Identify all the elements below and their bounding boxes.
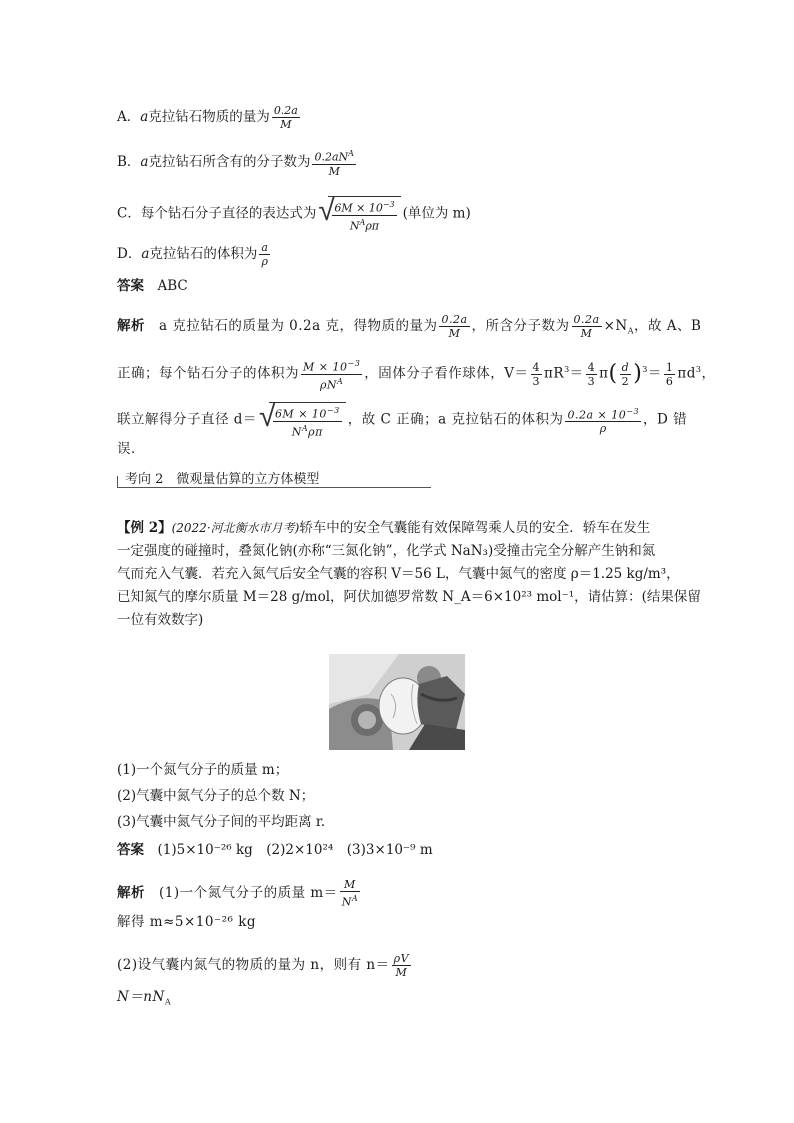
square-root bbox=[318, 193, 400, 233]
option-a: A．a克拉钻石物质的量为 $\frac{0.2a}{M}$ bbox=[117, 104, 298, 131]
airbag-drawing bbox=[329, 654, 465, 750]
example-2-text bbox=[117, 517, 701, 632]
analysis-line-4: 误． bbox=[117, 441, 145, 457]
analysis-line-3: 联立解得分子直径 d＝ √ $\frac{6M \times 10^{-3}}{N^A\rho\pi}$ ，故 C 正确；a 克拉钻石的体积为 $\frac{0.2a \times 10^{-3}}{\rho}$ ，D 错 bbox=[117, 399, 688, 439]
fraction: $\frac{6M \times 10^{-3}}{N^A\rho\pi}$ bbox=[274, 406, 340, 439]
analysis-line-1: 解析 a 克拉钻石的质量为 0.2a 克，得物质的量为 $\frac{0.2a}{M}$ ，所含分子数为 $\frac{0.2a}{M}$ $\times N_A$，故 A、B bbox=[117, 313, 702, 340]
fraction: $\frac{1}{6}$ bbox=[665, 360, 674, 388]
fraction: $\frac{d}{2}$ bbox=[621, 360, 630, 388]
fraction: $\frac{\rho V}{M}$ bbox=[393, 952, 410, 979]
answer-line-2: 答案 (1)5×10⁻²⁶ kg (2)2×10²⁴ (3)3×10⁻⁹ m bbox=[117, 842, 433, 858]
option-d: D．a克拉钻石的体积为 $\frac{a}{\rho}$ bbox=[117, 241, 268, 268]
analysis2-line-2: 解得 m≈5×10⁻²⁶ kg bbox=[117, 914, 257, 930]
fraction: $\frac{0.2a}{M}$ bbox=[573, 313, 600, 340]
example-line: 一定强度的碰撞时，叠氮化钠(亦称“三氮化钠”，化学式 NaN₃)受撞击完全分解产生钠和氮 bbox=[117, 543, 656, 559]
fraction: $\frac{4}{3}$ bbox=[587, 360, 596, 388]
fraction: $\frac{6M \times 10^{-3}}{N^A\rho\pi}$ bbox=[334, 200, 395, 233]
heading-underline bbox=[117, 487, 431, 488]
example-line: 一位有效数字) bbox=[117, 612, 204, 628]
section-heading: 考向 2 微观量估算的立方体模型 bbox=[117, 468, 431, 488]
example-line: 气而充入气囊．若充入氮气后安全气囊的容积 V＝56 L，气囊中氮气的密度 ρ＝1.25 kg/m³， bbox=[117, 566, 680, 582]
fraction: $\frac{0.2a}{M}$ bbox=[273, 104, 298, 131]
analysis2-line-1: 解析 (1)一个氮气分子的质量 m＝ $\frac{M}{N^A}$ bbox=[117, 878, 359, 909]
question-1: (1)一个氮气分子的质量 m； bbox=[117, 762, 289, 778]
analysis2-line-4: $N=nN_A$ bbox=[117, 989, 172, 1007]
radical-sign: √ bbox=[318, 193, 335, 228]
example-line: 【例 2】(2022·河北衡水市月考)轿车中的安全气囊能有效保障驾乘人员的安全．轿车在发生 bbox=[117, 520, 651, 536]
answer-line: 答案 ABC bbox=[117, 278, 188, 294]
fraction: $\frac{4}{3}$ bbox=[532, 360, 541, 388]
question-3: (3)气囊中氮气分子间的平均距离 r. bbox=[117, 814, 326, 830]
option-c: C．每个钻石分子直径的表达式为 √ $\frac{6M \times 10^{-3}}{N^A\rho\pi}$ (单位为 m) bbox=[117, 193, 471, 233]
fraction: $\frac{M \times 10^{-3}}{\rho N^A}$ bbox=[303, 359, 361, 392]
analysis2-line-3: (2)设气囊内氮气的物质的量为 n，则有 n＝ $\frac{\rho V}{M}$ bbox=[117, 952, 410, 979]
fraction: $\frac{0.2aN^A}{M}$ bbox=[314, 149, 354, 178]
radical-sign: √ bbox=[258, 399, 276, 434]
airbag-illustration bbox=[329, 654, 465, 750]
example-tag: 【例 2】 bbox=[117, 520, 172, 536]
fraction: $\frac{0.2a \times 10^{-3}}{\rho}$ bbox=[567, 406, 640, 436]
square-root bbox=[258, 399, 346, 439]
analysis-line-2: 正确；每个钻石分子的体积为 $\frac{M \times 10^{-3}}{\rho N^A}$ ，固体分子看作球体，V＝ $\frac{4}{3}$ $\pi R^3=$ $\frac{4}{3}$ π( $\frac{d}{2}$ )$^3$＝ $\frac{1}{6}$ $\pi d^3$， bbox=[117, 359, 716, 392]
question-2: (2)气囊中氮气分子的总个数 N； bbox=[117, 788, 315, 804]
right-paren: ) bbox=[633, 361, 643, 387]
option-b: B．a克拉钻石所含有的分子数为 $\frac{0.2aN^A}{M}$ bbox=[117, 149, 354, 178]
fraction: $\frac{a}{\rho}$ bbox=[261, 241, 268, 268]
fraction: $\frac{M}{N^A}$ bbox=[341, 878, 359, 909]
example-line: 已知氮气的摩尔质量 M＝28 g/mol，阿伏加德罗常数 N_A＝6×10²³ mol⁻¹，请估算：(结果保留 bbox=[117, 589, 701, 605]
left-paren: ( bbox=[608, 361, 618, 387]
fraction: $\frac{0.2a}{M}$ bbox=[441, 313, 468, 340]
